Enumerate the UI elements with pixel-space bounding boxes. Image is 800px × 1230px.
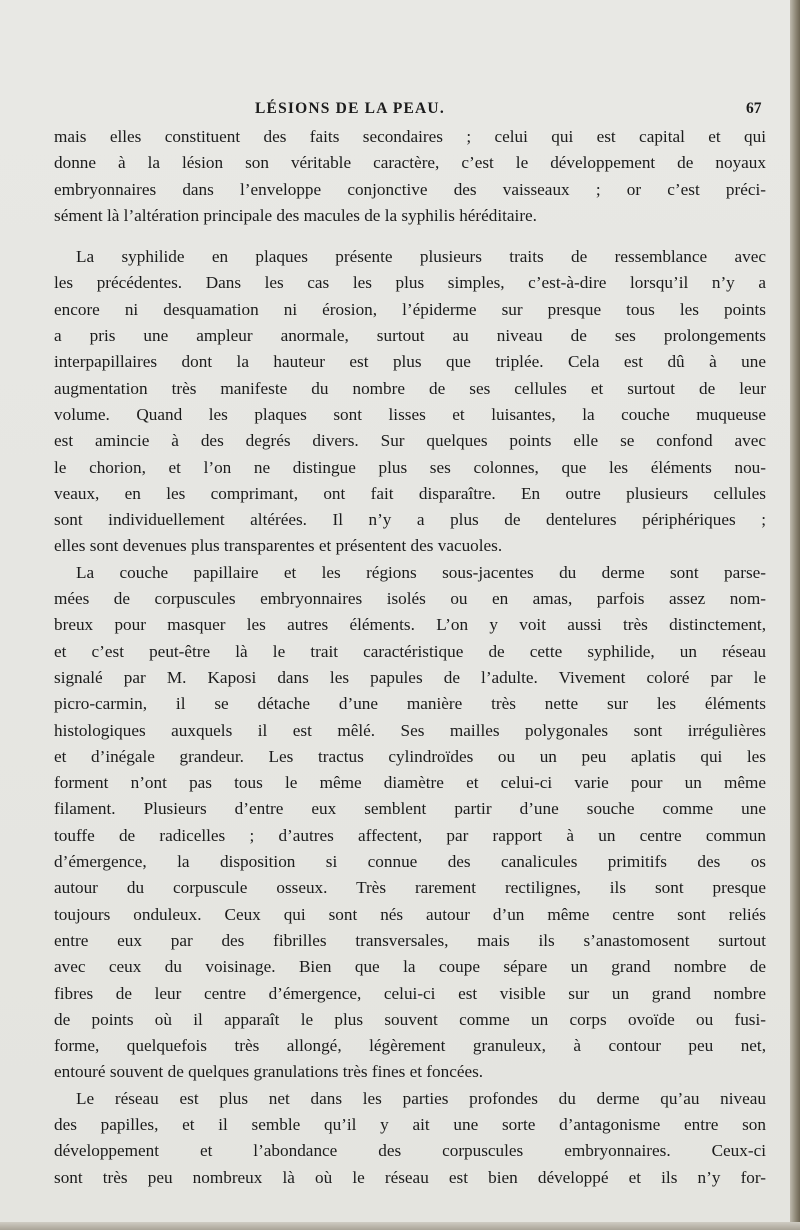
running-title: LÉSIONS DE LA PEAU.	[255, 100, 445, 117]
text-line: de points où il apparaît le plus souvent comme un corps ovoïde ou fusi-	[54, 1009, 766, 1029]
text-line: sont individuellement altérées. Il n’y a plus de dentelures périphériques ;	[54, 510, 766, 530]
text-line: les précédentes. Dans les cas les plus simples, c’est-à-dire lorsqu’il n’y a	[54, 273, 766, 293]
text-line: forment n’ont pas tous le même diamètre et celui-ci varie pour un même	[54, 773, 766, 793]
text-line: des papilles, et il semble qu’il y ait une sorte d’antagonisme entre son	[54, 1114, 766, 1134]
text-line: toujours onduleux. Ceux qui sont nés autour d’un même centre sont reliés	[54, 904, 766, 924]
text-line: entouré souvent de quelques granulations très fines et foncées.	[54, 1062, 484, 1082]
page-number: 67	[746, 100, 762, 117]
text-line: histologiques auxquels il est mêlé. Ses mailles polygonales sont irrégulières	[54, 720, 766, 740]
running-head	[0, 100, 790, 122]
text-line: interpapillaires dont la hauteur est plus que triplée. Cela est dû à une	[54, 352, 766, 372]
text-line: picro-carmin, il se détache d’une manière très nette sur les éléments	[54, 694, 766, 714]
text-line: touffe de radicelles ; d’autres affectent, par rapport à un centre commun	[54, 825, 766, 845]
page-bottom-edge	[0, 1222, 800, 1230]
text-line: développement et l’abondance des corpuscules embryonnaires. Ceux-ci	[54, 1141, 766, 1161]
paragraph-2	[54, 244, 766, 560]
text-line: donne à la lésion son véritable caractère, c’est le développement de noyaux	[54, 153, 766, 173]
text-line: a pris une ampleur anormale, surtout au niveau de ses prolongements	[54, 326, 766, 346]
text-line: volume. Quand les plaques sont lisses et luisantes, la couche muqueuse	[54, 404, 766, 424]
text-line: La syphilide en plaques présente plusieurs traits de ressemblance avec	[76, 247, 766, 267]
text-line: signalé par M. Kaposi dans les papules de l’adulte. Vivement coloré par le	[54, 667, 766, 687]
paragraph-gap	[54, 229, 766, 244]
text-line: La couche papillaire et les régions sous-jacentes du derme sont parse-	[76, 562, 766, 582]
page-edge-shadow	[790, 0, 800, 1230]
text-line: fibres de leur centre d’émergence, celui-ci est visible sur un grand nombre	[54, 983, 766, 1003]
paragraph-4	[54, 1086, 766, 1191]
paragraph-3	[54, 560, 766, 1086]
text-line: veaux, en les comprimant, ont fait disparaître. En outre plusieurs cellules	[54, 483, 766, 503]
text-line: elles sont devenues plus transparentes et présentent des vacuoles.	[54, 536, 503, 556]
text-line: augmentation très manifeste du nombre de ses cellules et surtout de leur	[54, 378, 766, 398]
text-line: encore ni desquamation ni érosion, l’épiderme sur presque tous les points	[54, 299, 766, 319]
text-line: Le réseau est plus net dans les parties profondes du derme qu’au niveau	[76, 1088, 766, 1108]
text-line: embryonnaires dans l’enveloppe conjonctive des vaisseaux ; or c’est préci-	[54, 179, 766, 199]
text-line: mées de corpuscules embryonnaires isolés ou en amas, parfois assez nom-	[54, 589, 766, 609]
text-line: mais elles constituent des faits secondaires ; celui qui est capital et qui	[54, 127, 766, 146]
text-line: et d’inégale grandeur. Les tractus cylindroïdes ou un peu aplatis qui les	[54, 746, 766, 766]
text-line: filament. Plusieurs d’entre eux semblent partir d’une souche comme une	[54, 799, 766, 819]
text-line: est amincie à des degrés divers. Sur quelques points elle se confond avec	[54, 431, 766, 451]
text-line: sément là l’altération principale des macules de la syphilis héréditaire.	[54, 205, 537, 225]
paragraph-1	[54, 124, 766, 229]
text-line: sont très peu nombreux là où le réseau est bien développé et ils n’y for-	[54, 1167, 766, 1187]
text-line: autour du corpuscule osseux. Très rarement rectilignes, ils sont presque	[54, 878, 766, 898]
text-line: entre eux par des fibrilles transversales, mais ils s’anastomosent surtout	[54, 930, 766, 950]
text-line: d’émergence, la disposition si connue des canalicules primitifs des os	[54, 852, 766, 872]
text-line: avec ceux du voisinage. Bien que la coupe sépare un grand nombre de	[54, 957, 766, 977]
text-line: breux pour masquer les autres éléments. L’on y voit aussi très distinctement,	[54, 615, 766, 635]
text-line: et c’est peut-être là le trait caractéristique de cette syphilide, un réseau	[54, 641, 766, 661]
body-text	[54, 124, 766, 1191]
text-line: forme, quelquefois très allongé, légèrement granuleux, à contour peu net,	[54, 1036, 766, 1056]
text-line: le chorion, et l’on ne distingue plus ses colonnes, que les éléments nou-	[54, 457, 766, 477]
